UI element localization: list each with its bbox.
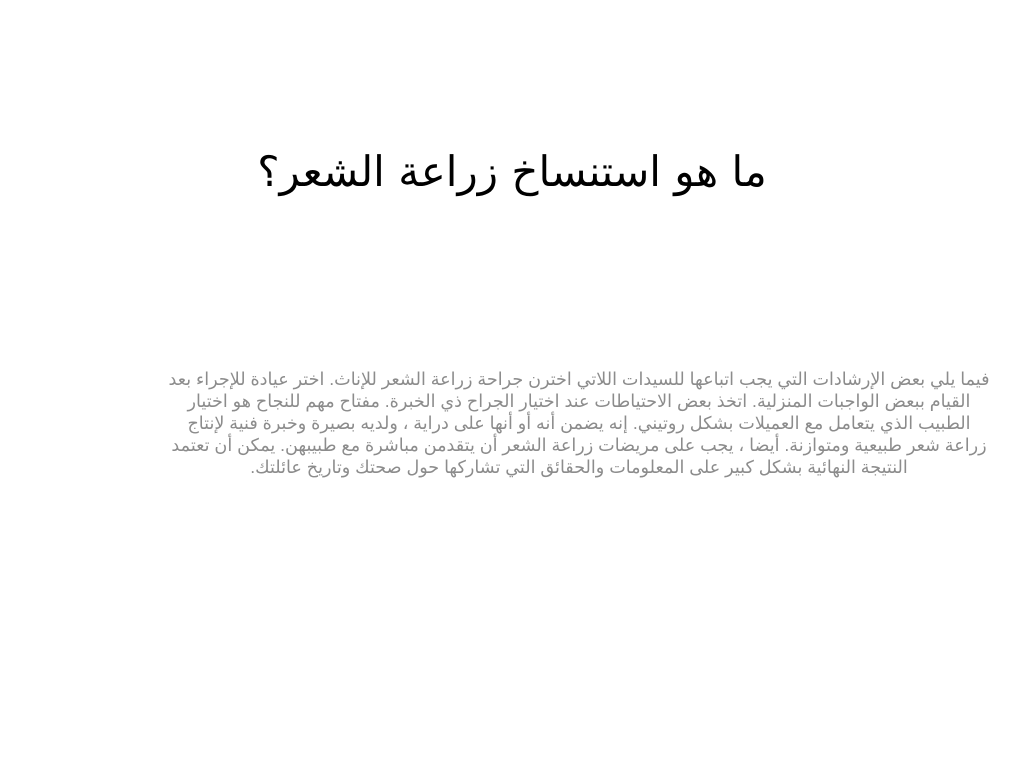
slide-title: ما هو استنساخ زراعة الشعر؟ bbox=[257, 147, 767, 196]
slide-body-text: فيما يلي بعض الإرشادات التي يجب اتباعها للسيدات اللاتي اخترن جراحة زراعة الشعر للإناث. اختر عيادة للإجراء بعد القيام ببعض الواجبات المنزلية. اتخذ بعض الاحتياطات عند اختيار الجراح ذي الخبرة. مفتاح مهم للنجاح هو اختيار الطبيب الذي يتعامل مع العميلات بشكل روتيني. إنه يضمن أنه أو أنها على دراية ، ولديه بصيرة وخبرة فنية لإنتاج زراعة شعر طبيعية ومتوازنة. أيضا ، يجب على مريضات زراعة الشعر أن يتقدمن مباشرة مع طبيبهن. يمكن أن تعتمد النتيجة النهائية بشكل كبير على المعلومات والحقائق التي تشاركها حول صحتك وتاريخ عائلتك. bbox=[168, 369, 990, 477]
